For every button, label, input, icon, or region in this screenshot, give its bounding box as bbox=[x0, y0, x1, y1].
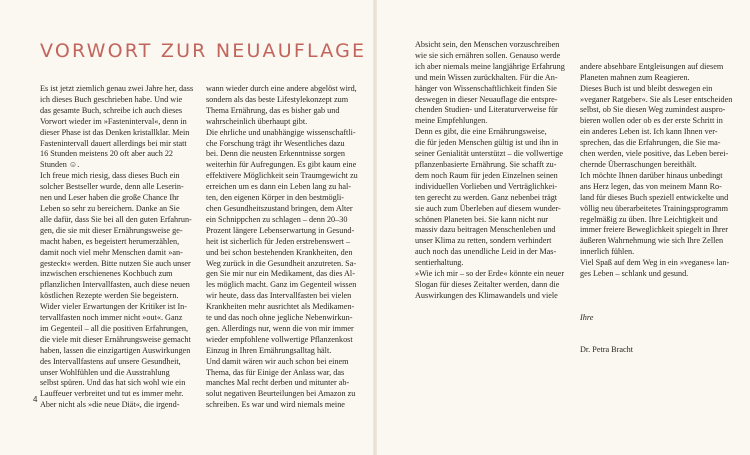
right-page bbox=[375, 0, 750, 455]
left-column-1: Es ist jetzt ziemlich genau zwei Jahre her, dass ich dieses Buch geschrieben habe. Und wie das gesamte Buch, schreibe ich auch dieses Vorwort wieder im »Fasteninterval«, denn in dieser Phase ist das Denken kristallklar. Mein Fastenintervall dauert allerdings bei mir statt 16 Stunden meistens 20 oft aber auch 22 Stunden ☺. Ich freue mich riesig, dass dieses Buch ein solcher Bestseller wurde, denn alle Leserin- nen und Leser haben die große Chance Ihr Leben so sehr zu bereichern. Danke an Sie alle dafür, dass Sie bei all den guten Erfahrun- gen, die sie mit dieser Ernährungsweise ge- macht haben, es begeistert herumerzählen, damit noch viel mehr Menschen damit »an- gesteckt« werden. Bitte nutzen Sie auch unser inzwischen erschienenes Kochbuch zum pflanzlichen Intervallfasten, auch diese neuen köstlichen Rezepte werden Sie begeistern. Wider vieler Erwartungen der Kritiker ist In- tervallfasten noch immer nicht »out«. Ganz im Gegenteil – all die positiven Erfahrungen, die viele mit dieser Ernährungsweise gemacht haben, lassen die einzigartigen Auswirkungen des Intervallfastens auf unsere Gesundheit, unser Wohlfühlen und die Ausstrahlung selbst spüren. Und das hat sich wohl wie ein Lauffeuer verbreitet und tut es immer mehr. Aber nicht als »die neue Diät«, die irgend- bbox=[40, 84, 194, 410]
left-column-2: wann wieder durch eine andere abgelöst wird, sondern als das beste Lifestylekonzept zum Thema Ernährung, das es bisher gab und wahrscheinlich überhaupt gibt. Die ehrliche und unabhängige wissenschaftli- che Forschung trägt ihr Wesentliches dazu bei. Denn die neusten Erkenntnisse sorgen weiterhin für Aufregungen. Es gibt kaum eine effektivere Möglichkeit sein Traumgewicht zu erreichen um es dann ein Leben lang zu hal- ten, den eigenen Körper in den bestmögli- chen Gesundheitszustand bringen, dem Alter ein Schnippchen zu schlagen – denn 20–30 Prozent längere Lebenserwartung in Gesund- heit ist sicherlich für Jeden erstrebenswert – und bei schon bestehenden Krankheiten, den Weg zurück in die Gesundheit anzutreten. Sa- gen Sie mir nur ein Medikament, das dies Al- les möglich macht. Ganz im Gegenteil wissen wir heute, dass das Intervallfasten bei vielen Krankheiten mehr ausrichtet als Medikamen- te und das noch ohne jegliche Nebenwirkun- gen. Allerdings nur, wenn die von mir immer wieder empfohlene vollwertige Pflanzenkost Einzug in Ihren Ernährungsalltag hält. Und damit wären wir auch schon bei einem Thema, das für Einige der Anlass war, das manches Mal recht derben und mitunter ab- solut negativen Beurteilungen bei Amazon zu schreiben. Es war und wird niemals meine bbox=[206, 84, 358, 410]
right-column-2: andere absehbare Entgleisungen auf diesem Planeten mahnen zum Reagieren. Dieses Buch ist und bleibt deswegen ein »veganer Ratgeber«. Sie als Leser entscheiden selbst, ob Sie diesen Weg zumindest auspro- bieren wollen oder ob es der erste Schritt in ein anderes Leben ist. Ich kann Ihnen ver- sprechen, das die Erfahrungen, die Sie ma- chen werden, viele positive, das Leben berei- chernde Überraschungen bereithält. Ich möchte Ihnen darüber hinaus unbedingt ans Herz legen, das von meinem Mann Ro- land für dieses Buch speziell entwickelte und völlig neu überarbeitetes Trainingsprogramm regelmäßig zu üben. Ihre Leichtigkeit und immer freiere Beweglichkeit spiegelt in Ihrer äußeren Wahrnehmung wie sich Ihre Zellen innerlich fühlen. Viel Spaß auf dem Weg in ein »veganes« lan- ges Leben – schlank und gesund. bbox=[580, 61, 733, 279]
right-column-1: Absicht sein, den Menschen vorzuschreiben wie sie sich ernähren sollen. Genauso werde ich aber niemals meine langjährige Erfahrung und mein Wissen zurückhalten. Für die An- hänger von Wissenschaftlichkeit finden Sie deswegen in dieser Neuauflage die entspre- chenden Studien- und Literaturverweise für meine Empfehlungen. Denn es gibt, die eine Ernährungsweise, die für jeden Menschen gültig ist und ihn in seiner Genialität unterstützt – die vollwertige pflanzenbasierte Ernährung. Sie schafft zu- dem noch Raum für jeden Einzelnen seinen individuellen Vorlieben und Verträglichkei- ten gerecht zu werden. Ganz nebenbei trägt sie auch zum Überleben auf diesem wunder- schönen Planeten bei. Sie kann nicht nur massiv dazu beitragen Menschenleben und unser Klima zu retten, sondern verhindert auch noch das unendliche Leid in der Mas- sentierhaltung. »Wie ich mir – so der Erde« könnte ein neuer Slogan für dieses Zeitalter werden, dann die Auswirkungen des Klimawandels und viele bbox=[415, 40, 565, 300]
right-column-2-block bbox=[580, 40, 732, 378]
signature-name: Dr. Petra Bracht bbox=[580, 345, 633, 355]
chapter-title: VORWORT ZUR NEUAUFLAGE bbox=[40, 40, 367, 62]
page-number-left: 4 bbox=[33, 395, 38, 404]
signature-role: Ihre bbox=[580, 312, 594, 322]
